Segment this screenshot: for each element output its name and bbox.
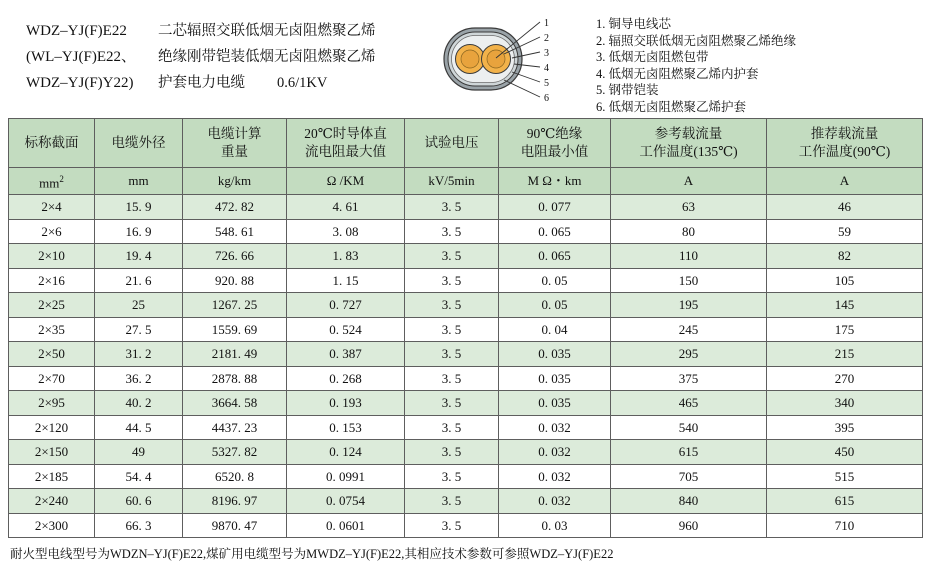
col-header-nominal-section: 标称截面 [9, 119, 95, 168]
table-cell: 245 [611, 317, 767, 342]
table-row [9, 415, 923, 440]
table-header-row [9, 119, 923, 168]
table-cell: 6520. 8 [183, 464, 287, 489]
table-cell: 0. 077 [499, 195, 611, 220]
table-row [9, 268, 923, 293]
table-cell: 840 [611, 489, 767, 514]
table-cell: 215 [767, 342, 923, 367]
cable-type-line-2: (WL–YJ(F)E22、 [26, 49, 136, 65]
table-cell: 0. 032 [499, 464, 611, 489]
legend-item-3: 3. 低烟无卤阻燃包带 [596, 50, 709, 64]
table-cell: 3. 5 [405, 440, 499, 465]
table-cell: 27. 5 [95, 317, 183, 342]
table-cell: 8196. 97 [183, 489, 287, 514]
header [8, 6, 922, 118]
table-cell: 270 [767, 366, 923, 391]
legend-item-1: 1. 铜导电线芯 [596, 17, 672, 31]
table-cell: 3. 5 [405, 293, 499, 318]
table-cell: 2×16 [9, 268, 95, 293]
table-cell: 3. 5 [405, 244, 499, 269]
specification-table [8, 118, 923, 538]
table-cell: 0. 268 [287, 366, 405, 391]
table-cell: 2×6 [9, 219, 95, 244]
table-row [9, 366, 923, 391]
table-cell: 2×4 [9, 195, 95, 220]
table-cell: 49 [95, 440, 183, 465]
table-row [9, 219, 923, 244]
table-row [9, 317, 923, 342]
table-cell: 0. 03 [499, 513, 611, 538]
table-row [9, 489, 923, 514]
col-header-outer-diameter: 电缆外径 [95, 119, 183, 168]
table-row [9, 464, 923, 489]
unit-recommended-current: A [767, 168, 923, 195]
table-cell: 60. 6 [95, 489, 183, 514]
rated-voltage: 0.6/1KV [276, 75, 328, 91]
cable-type-line-3: WDZ–YJ(F)Y22) [26, 75, 134, 91]
table-footnote: 耐火型电线型号为WDZN–YJ(F)E22,煤矿用电缆型号为MWDZ–YJ(F)E22,其相应技术参数可参照WDZ–YJ(F)E22 [10, 547, 614, 561]
table-cell: 0. 0601 [287, 513, 405, 538]
cable-description-line-1: 二芯辐照交联低烟无卤阻燃聚乙烯 [157, 23, 376, 39]
table-row [9, 293, 923, 318]
table-cell: 4437. 23 [183, 415, 287, 440]
table-cell: 3. 5 [405, 366, 499, 391]
table-cell: 2×10 [9, 244, 95, 269]
col-header-test-voltage: 试验电压 [405, 119, 499, 168]
table-cell: 3. 5 [405, 489, 499, 514]
table-cell: 195 [611, 293, 767, 318]
table-cell: 36. 2 [95, 366, 183, 391]
table-cell: 0. 065 [499, 219, 611, 244]
table-cell: 2×240 [9, 489, 95, 514]
table-cell: 0. 035 [499, 342, 611, 367]
table-cell: 2×120 [9, 415, 95, 440]
col-header-recommended-current: 推荐载流量 工作温度(90℃) [767, 119, 923, 168]
legend-item-5: 5. 钢带铠装 [596, 83, 659, 97]
table-cell: 2×95 [9, 391, 95, 416]
table-cell: 1267. 25 [183, 293, 287, 318]
table-cell: 175 [767, 317, 923, 342]
unit-test-voltage: kV/5min [405, 168, 499, 195]
cable-cross-section-diagram [442, 14, 582, 119]
table-cell: 3. 5 [405, 391, 499, 416]
col-header-insulation-resistance: 90℃绝缘 电阻最小值 [499, 119, 611, 168]
unit-nominal-section: $mm^2$ [9, 168, 95, 195]
table-cell: 540 [611, 415, 767, 440]
table-row [9, 391, 923, 416]
table-cell: 21. 6 [95, 268, 183, 293]
header-text-block [12, 12, 432, 96]
table-body [9, 195, 923, 538]
table-cell: 2×35 [9, 317, 95, 342]
table-row [9, 513, 923, 538]
table-cell: 0. 032 [499, 415, 611, 440]
table-cell: 9870. 47 [183, 513, 287, 538]
table-cell: 82 [767, 244, 923, 269]
table-cell: 1. 83 [287, 244, 405, 269]
table-cell: 705 [611, 464, 767, 489]
table-cell: 0. 05 [499, 293, 611, 318]
table-cell: 44. 5 [95, 415, 183, 440]
table-cell: 15. 9 [95, 195, 183, 220]
table-cell: 54. 4 [95, 464, 183, 489]
table-cell: 0. 524 [287, 317, 405, 342]
table-row [9, 440, 923, 465]
table-cell: 0. 0754 [287, 489, 405, 514]
table-cell: 0. 387 [287, 342, 405, 367]
table-cell: 515 [767, 464, 923, 489]
table-cell: 5327. 82 [183, 440, 287, 465]
legend-item-6: 6. 低烟无卤阻燃聚乙烯护套 [596, 99, 747, 114]
table-row [9, 244, 923, 269]
table-cell: 1. 15 [287, 268, 405, 293]
table-cell: 46 [767, 195, 923, 220]
table-header [9, 119, 923, 195]
table-cell: 615 [767, 489, 923, 514]
diagram-legend [582, 12, 796, 115]
cable-description-line-3: 护套电力电缆 0.6/1KV [157, 75, 328, 91]
table-row [9, 342, 923, 367]
table-row [9, 195, 923, 220]
table-cell: 2878. 88 [183, 366, 287, 391]
cable-type-codes [12, 18, 136, 96]
table-cell: 2×70 [9, 366, 95, 391]
unit-insulation-resistance: M Ω・km [499, 168, 611, 195]
table-cell: 395 [767, 415, 923, 440]
table-cell: 40. 2 [95, 391, 183, 416]
table-cell: 59 [767, 219, 923, 244]
table-cell: 2×300 [9, 513, 95, 538]
table-cell: 4. 61 [287, 195, 405, 220]
table-cell: 3. 5 [405, 317, 499, 342]
table-cell: 0. 032 [499, 440, 611, 465]
table-units-row [9, 168, 923, 195]
table-cell: 3. 5 [405, 268, 499, 293]
table-cell: 16. 9 [95, 219, 183, 244]
table-cell: 0. 04 [499, 317, 611, 342]
table-cell: 0. 727 [287, 293, 405, 318]
col-header-reference-current: 参考载流量 工作温度(135℃) [611, 119, 767, 168]
cable-type-line-1: WDZ–YJ(F)E22 [26, 23, 127, 39]
callout-4: 4 [544, 63, 549, 74]
table-cell: 465 [611, 391, 767, 416]
table-cell: 2×25 [9, 293, 95, 318]
unit-calculated-weight: kg/km [183, 168, 287, 195]
table-cell: 3. 5 [405, 219, 499, 244]
table-cell: 1559. 69 [183, 317, 287, 342]
table-cell: 0. 153 [287, 415, 405, 440]
table-cell: 548. 61 [183, 219, 287, 244]
table-cell: 0. 035 [499, 391, 611, 416]
table-cell: 0. 065 [499, 244, 611, 269]
table-cell: 450 [767, 440, 923, 465]
legend-item-4: 4. 低烟无卤阻燃聚乙烯内护套 [596, 66, 759, 81]
table-cell: 0. 193 [287, 391, 405, 416]
cable-description-line-2: 绝缘刚带铠装低烟无卤阻燃聚乙烯 [157, 49, 376, 65]
callout-5: 5 [544, 78, 549, 89]
col-header-dc-resistance: 20℃时导体直 流电阻最大值 [287, 119, 405, 168]
table-cell: 0. 035 [499, 366, 611, 391]
table-cell: 295 [611, 342, 767, 367]
table-cell: 105 [767, 268, 923, 293]
unit-dc-resistance: Ω /KM [287, 168, 405, 195]
table-cell: 615 [611, 440, 767, 465]
table-cell: 3. 5 [405, 415, 499, 440]
table-cell: 340 [767, 391, 923, 416]
table-cell: 80 [611, 219, 767, 244]
table-cell: 25 [95, 293, 183, 318]
callout-1: 1 [544, 18, 549, 29]
table-cell: 2×50 [9, 342, 95, 367]
table-cell: 726. 66 [183, 244, 287, 269]
table-cell: 2181. 49 [183, 342, 287, 367]
callout-3: 3 [544, 48, 549, 59]
table-cell: 3. 5 [405, 513, 499, 538]
table-cell: 472. 82 [183, 195, 287, 220]
table-cell: 145 [767, 293, 923, 318]
cable-description [136, 18, 376, 96]
table-cell: 110 [611, 244, 767, 269]
table-cell: 0. 05 [499, 268, 611, 293]
table-cell: 19. 4 [95, 244, 183, 269]
table-cell: 3. 08 [287, 219, 405, 244]
table-cell: 31. 2 [95, 342, 183, 367]
table-cell: 3664. 58 [183, 391, 287, 416]
table-cell: 375 [611, 366, 767, 391]
table-cell: 63 [611, 195, 767, 220]
table-cell: 3. 5 [405, 195, 499, 220]
table-cell: 920. 88 [183, 268, 287, 293]
table-cell: 0. 124 [287, 440, 405, 465]
table-cell: 0. 032 [499, 489, 611, 514]
legend-item-2: 2. 辐照交联低烟无卤阻燃聚乙烯绝缘 [596, 33, 797, 48]
table-cell: 66. 3 [95, 513, 183, 538]
callout-2: 2 [544, 33, 549, 44]
cable-cross-section-svg [442, 14, 582, 119]
table-cell: 3. 5 [405, 464, 499, 489]
table-cell: 3. 5 [405, 342, 499, 367]
col-header-calculated-weight: 电缆计算 重量 [183, 119, 287, 168]
table-cell: 2×185 [9, 464, 95, 489]
callout-6: 6 [544, 93, 549, 104]
unit-reference-current: A [611, 168, 767, 195]
table-cell: 2×150 [9, 440, 95, 465]
table-cell: 150 [611, 268, 767, 293]
table-cell: 710 [767, 513, 923, 538]
table-cell: 0. 0991 [287, 464, 405, 489]
unit-outer-diameter: mm [95, 168, 183, 195]
table-cell: 960 [611, 513, 767, 538]
